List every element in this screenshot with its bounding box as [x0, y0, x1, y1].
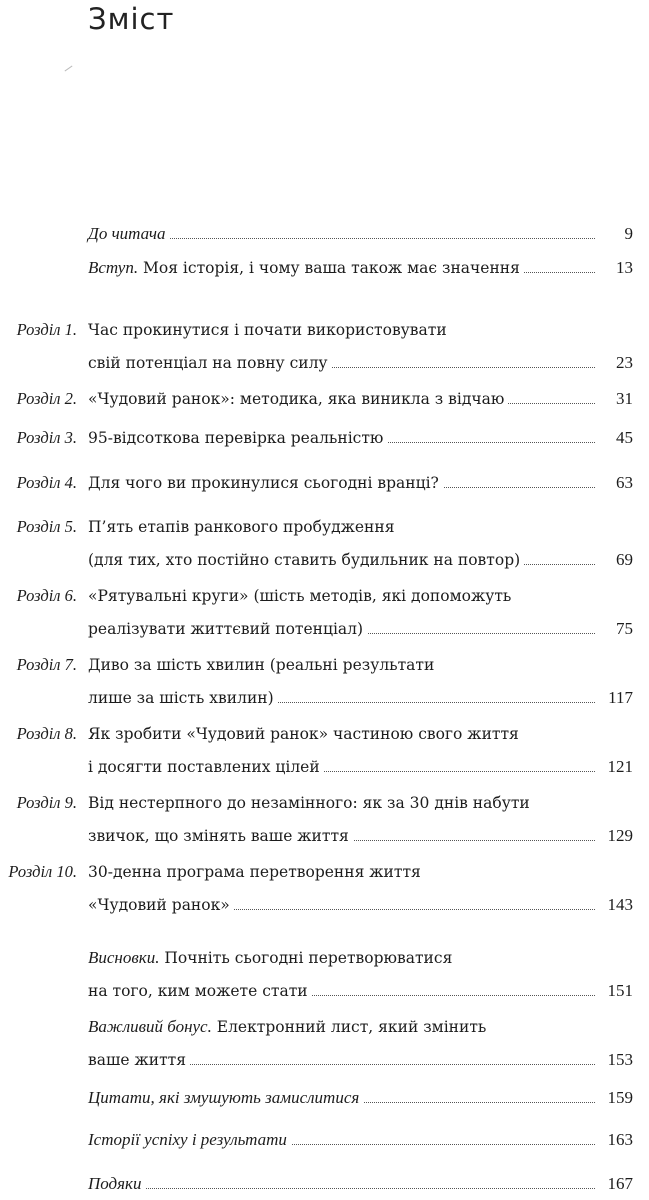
toc-entry-text: 30-денна програма перетворення життя — [88, 863, 425, 881]
page-number: 143 — [604, 891, 634, 919]
toc-entry-text — [88, 1089, 363, 1107]
chapter-label: Розділ 2. — [16, 389, 77, 408]
page-number: 163 — [604, 1126, 634, 1154]
toc-entry-text: Час прокинутися і почати використовувати — [88, 321, 451, 339]
toc-entry-text: «Чудовий ранок»: методика, яка виникла з відчаю — [88, 390, 508, 408]
page-number: 75 — [612, 615, 633, 643]
toc-entry-line — [88, 469, 633, 497]
toc-entry-line — [88, 582, 633, 610]
chapter-label: Розділ 3. — [16, 428, 77, 447]
chapter-label: Розділ 6. — [16, 586, 77, 605]
toc-entry-italic: Важливий бонус. — [88, 1017, 212, 1036]
toc-entry-text: на того, ким можете стати — [88, 982, 312, 1000]
toc-entry-line — [88, 753, 633, 781]
toc-entry-line — [88, 789, 633, 817]
toc-entry-line — [88, 1013, 633, 1041]
toc-entry-line — [88, 944, 633, 972]
toc-entry-text: 95-відсоткова перевірка реальністю — [88, 429, 387, 447]
toc-entry-line — [88, 615, 633, 643]
toc-entry-text — [88, 225, 170, 243]
toc-entry-text: Від нестерпного до незамінного: як за 30 днів набути — [88, 794, 534, 812]
toc-entry-line — [88, 220, 633, 248]
toc-entry-text: звичок, що змінять ваше життя — [88, 827, 353, 845]
toc-entry-line — [88, 684, 633, 712]
page-number: 151 — [604, 977, 634, 1005]
toc-entry-italic: Вступ. — [88, 258, 139, 277]
toc-entry-text: Диво за шість хвилин (реальні результати — [88, 656, 438, 674]
toc-entry-italic: Цитати, які змушують замислитися — [88, 1088, 360, 1107]
chapter-label: Розділ 1. — [16, 320, 77, 339]
toc-entry-text: Як зробити «Чудовий ранок» частиною свого життя — [88, 725, 523, 743]
chapter-label: Розділ 4. — [16, 473, 77, 492]
page-title: Зміст — [88, 2, 175, 36]
toc-entry-text: «Чудовий ранок» — [88, 896, 234, 914]
toc-entry-line — [88, 720, 633, 748]
page-number: 121 — [604, 753, 634, 781]
page-number: 31 — [612, 385, 633, 413]
toc-entry-text: «Рятувальні круги» (шість методів, які допоможуть — [88, 587, 515, 605]
toc-entry-text: реалізувати життєвий потенціал) — [88, 620, 367, 638]
toc-entry-text — [88, 1131, 291, 1149]
toc-entry-line — [88, 651, 633, 679]
toc-entry-text: Важливий бонус. Електронний лист, який змінить — [88, 1018, 490, 1036]
dot-leader — [88, 1188, 595, 1189]
chapter-label: Розділ 7. — [16, 655, 77, 674]
toc-entry-line — [88, 513, 633, 541]
toc-entry-line — [88, 891, 633, 919]
toc-entry-text: ваше життя — [88, 1051, 190, 1069]
toc-entry-text: (для тих, хто постійно ставить будильник на повтор) — [88, 551, 524, 569]
toc-entry-line — [88, 1170, 633, 1198]
page-number: 153 — [604, 1046, 634, 1074]
toc-entry-italic: Подяки — [88, 1174, 142, 1193]
toc-entry-line — [88, 254, 633, 282]
chapter-label: Розділ 9. — [16, 793, 77, 812]
chapter-label: Розділ 10. — [8, 862, 77, 881]
page-number: 129 — [604, 822, 634, 850]
page-number: 13 — [612, 254, 633, 282]
toc-entry-italic: Історії успіху і результати — [88, 1130, 287, 1149]
toc-entry-line — [88, 424, 633, 452]
toc-entry-text: і досягти поставлених цілей — [88, 758, 324, 776]
toc-entry-text: лише за шість хвилин) — [88, 689, 278, 707]
toc-entry-line — [88, 822, 633, 850]
toc-entry-line — [88, 977, 633, 1005]
toc-entry-line — [88, 858, 633, 886]
toc-entry-line — [88, 1046, 633, 1074]
toc-entry-line — [88, 1126, 633, 1154]
toc-entry-text — [88, 1175, 146, 1193]
toc-entry-italic: До читача — [88, 224, 166, 243]
toc-entry-line — [88, 1084, 633, 1112]
page-number: 63 — [612, 469, 633, 497]
toc-entry-line — [88, 385, 633, 413]
chapter-label: Розділ 8. — [16, 724, 77, 743]
page-number: 117 — [604, 684, 633, 712]
toc-entry-text: свій потенціал на повну силу — [88, 354, 332, 372]
page-number: 23 — [612, 349, 633, 377]
page-number: 45 — [612, 424, 633, 452]
toc-entry-line — [88, 546, 633, 574]
toc-entry-line — [88, 349, 633, 377]
page-number: 9 — [621, 220, 634, 248]
toc-entry-line — [88, 316, 633, 344]
toc-entry-text: Вступ. Моя історія, і чому ваша також має значення — [88, 259, 524, 277]
page-number: 69 — [612, 546, 633, 574]
toc-entry-text: Висновки. Почніть сьогодні перетворюватися — [88, 949, 456, 967]
toc-entry-text: Для чого ви прокинулися сьогодні вранці? — [88, 474, 443, 492]
toc-entry-italic: Висновки. — [88, 948, 160, 967]
chapter-label: Розділ 5. — [16, 517, 77, 536]
page-number: 167 — [604, 1170, 634, 1198]
page-number: 159 — [604, 1084, 634, 1112]
toc-entry-text: П’ять етапів ранкового пробудження — [88, 518, 399, 536]
